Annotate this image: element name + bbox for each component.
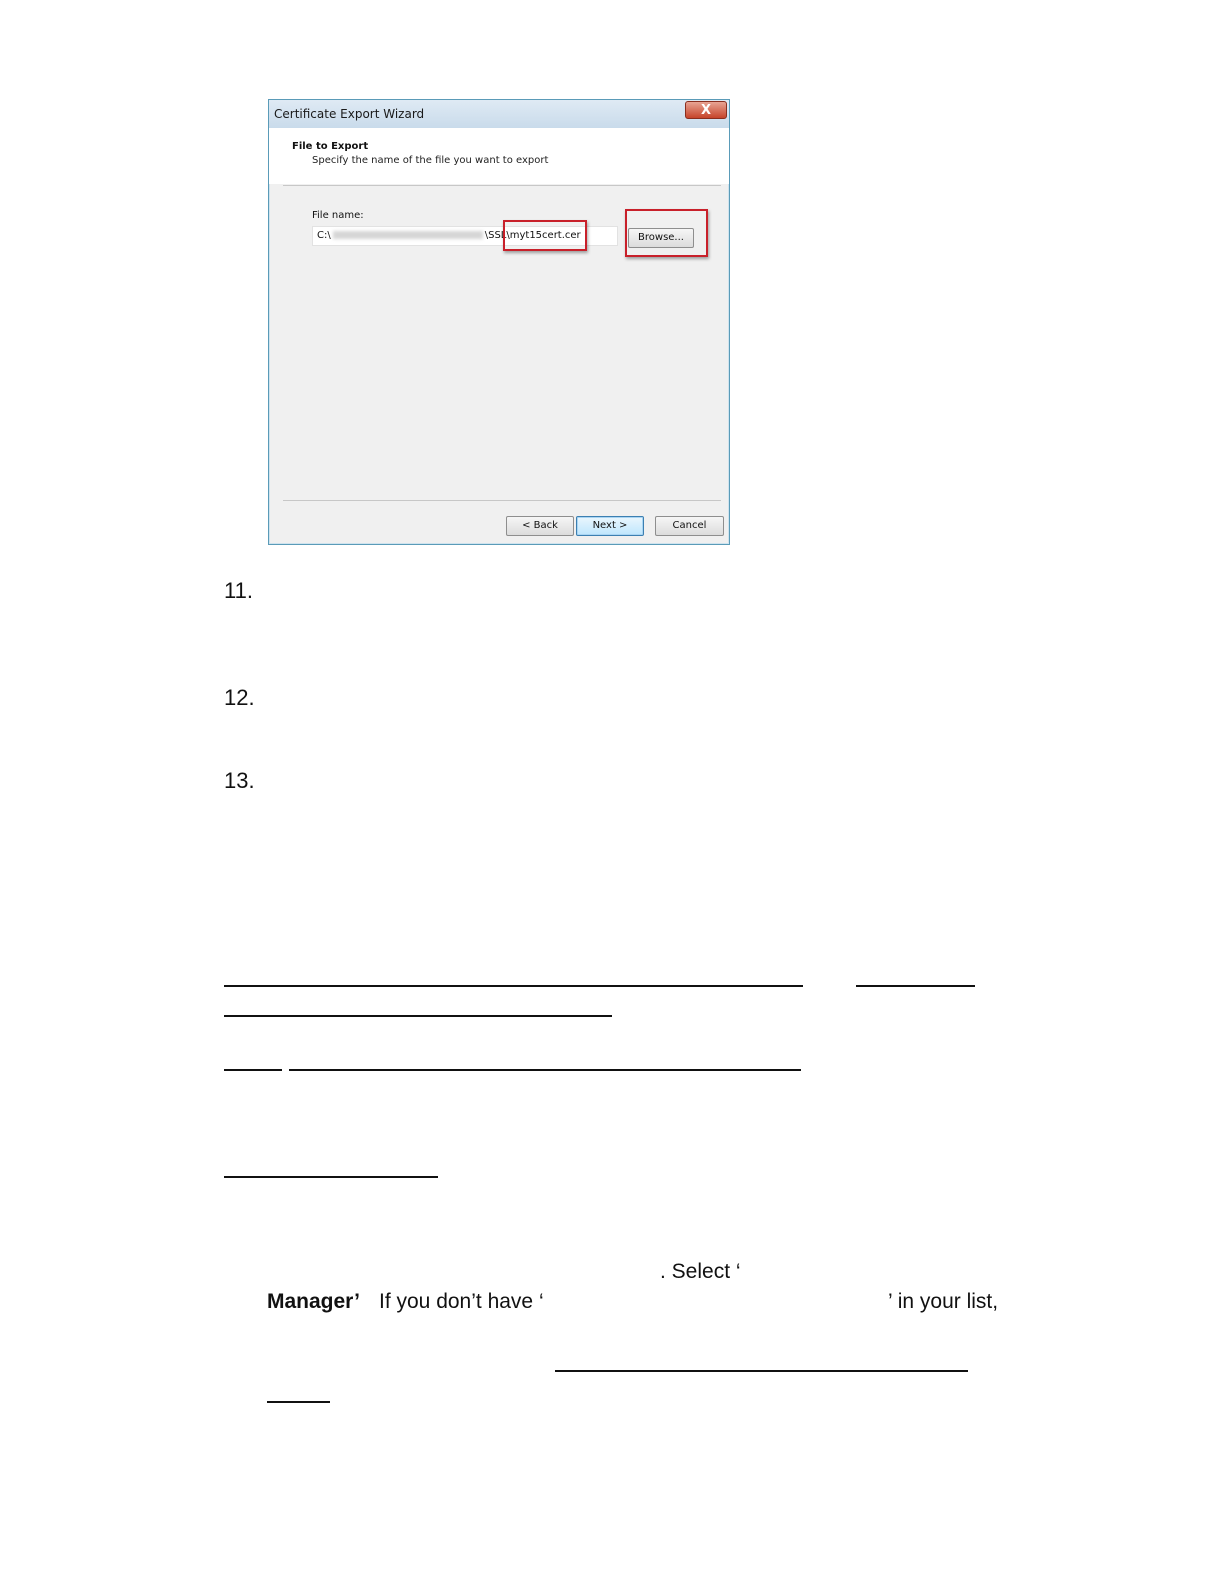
file-path-prefix: C:\ [317,230,331,241]
filename-highlight-box [503,220,587,251]
dialog-titlebar [269,100,729,129]
footer-divider [283,500,721,501]
close-button[interactable] [685,101,727,119]
step-number-13: 13. [224,768,255,793]
link-underline[interactable] [289,1069,801,1071]
blurred-path-segment [333,231,483,239]
browse-button[interactable]: Browse... [628,228,694,248]
file-path-suffix: \SSL\myt15cert.cer [484,230,581,241]
link-underline[interactable] [224,1069,282,1071]
dont-have-text: If you don’t have ‘ [379,1290,544,1313]
back-button[interactable]: < Back [506,516,574,536]
step-number-11: 11. [224,578,253,603]
browse-highlight-box [625,209,708,257]
wizard-step-subtitle: Specify the name of the file you want to export [312,155,549,166]
file-name-label: File name: [312,210,364,221]
link-underline[interactable] [267,1401,330,1403]
step-number-12: 12. [224,685,255,710]
in-list-text: ’ in your list, [888,1290,999,1313]
close-icon: X [700,103,712,118]
link-underline[interactable] [555,1370,968,1372]
header-divider [283,185,721,186]
cancel-button[interactable]: Cancel [655,516,724,536]
wizard-step-title: File to Export [292,141,369,152]
link-underline[interactable] [224,985,803,987]
certificate-export-wizard-dialog [268,99,730,545]
link-underline[interactable] [856,985,975,987]
wizard-header [269,128,729,184]
link-underline[interactable] [224,1015,612,1017]
manager-bold: Manager’ [267,1290,360,1313]
manager-text [267,1290,360,1314]
dialog-title: Certificate Export Wizard [274,107,425,121]
select-text: . Select ‘ [660,1260,741,1283]
link-underline[interactable] [224,1176,438,1178]
next-button[interactable]: Next > [576,516,644,536]
